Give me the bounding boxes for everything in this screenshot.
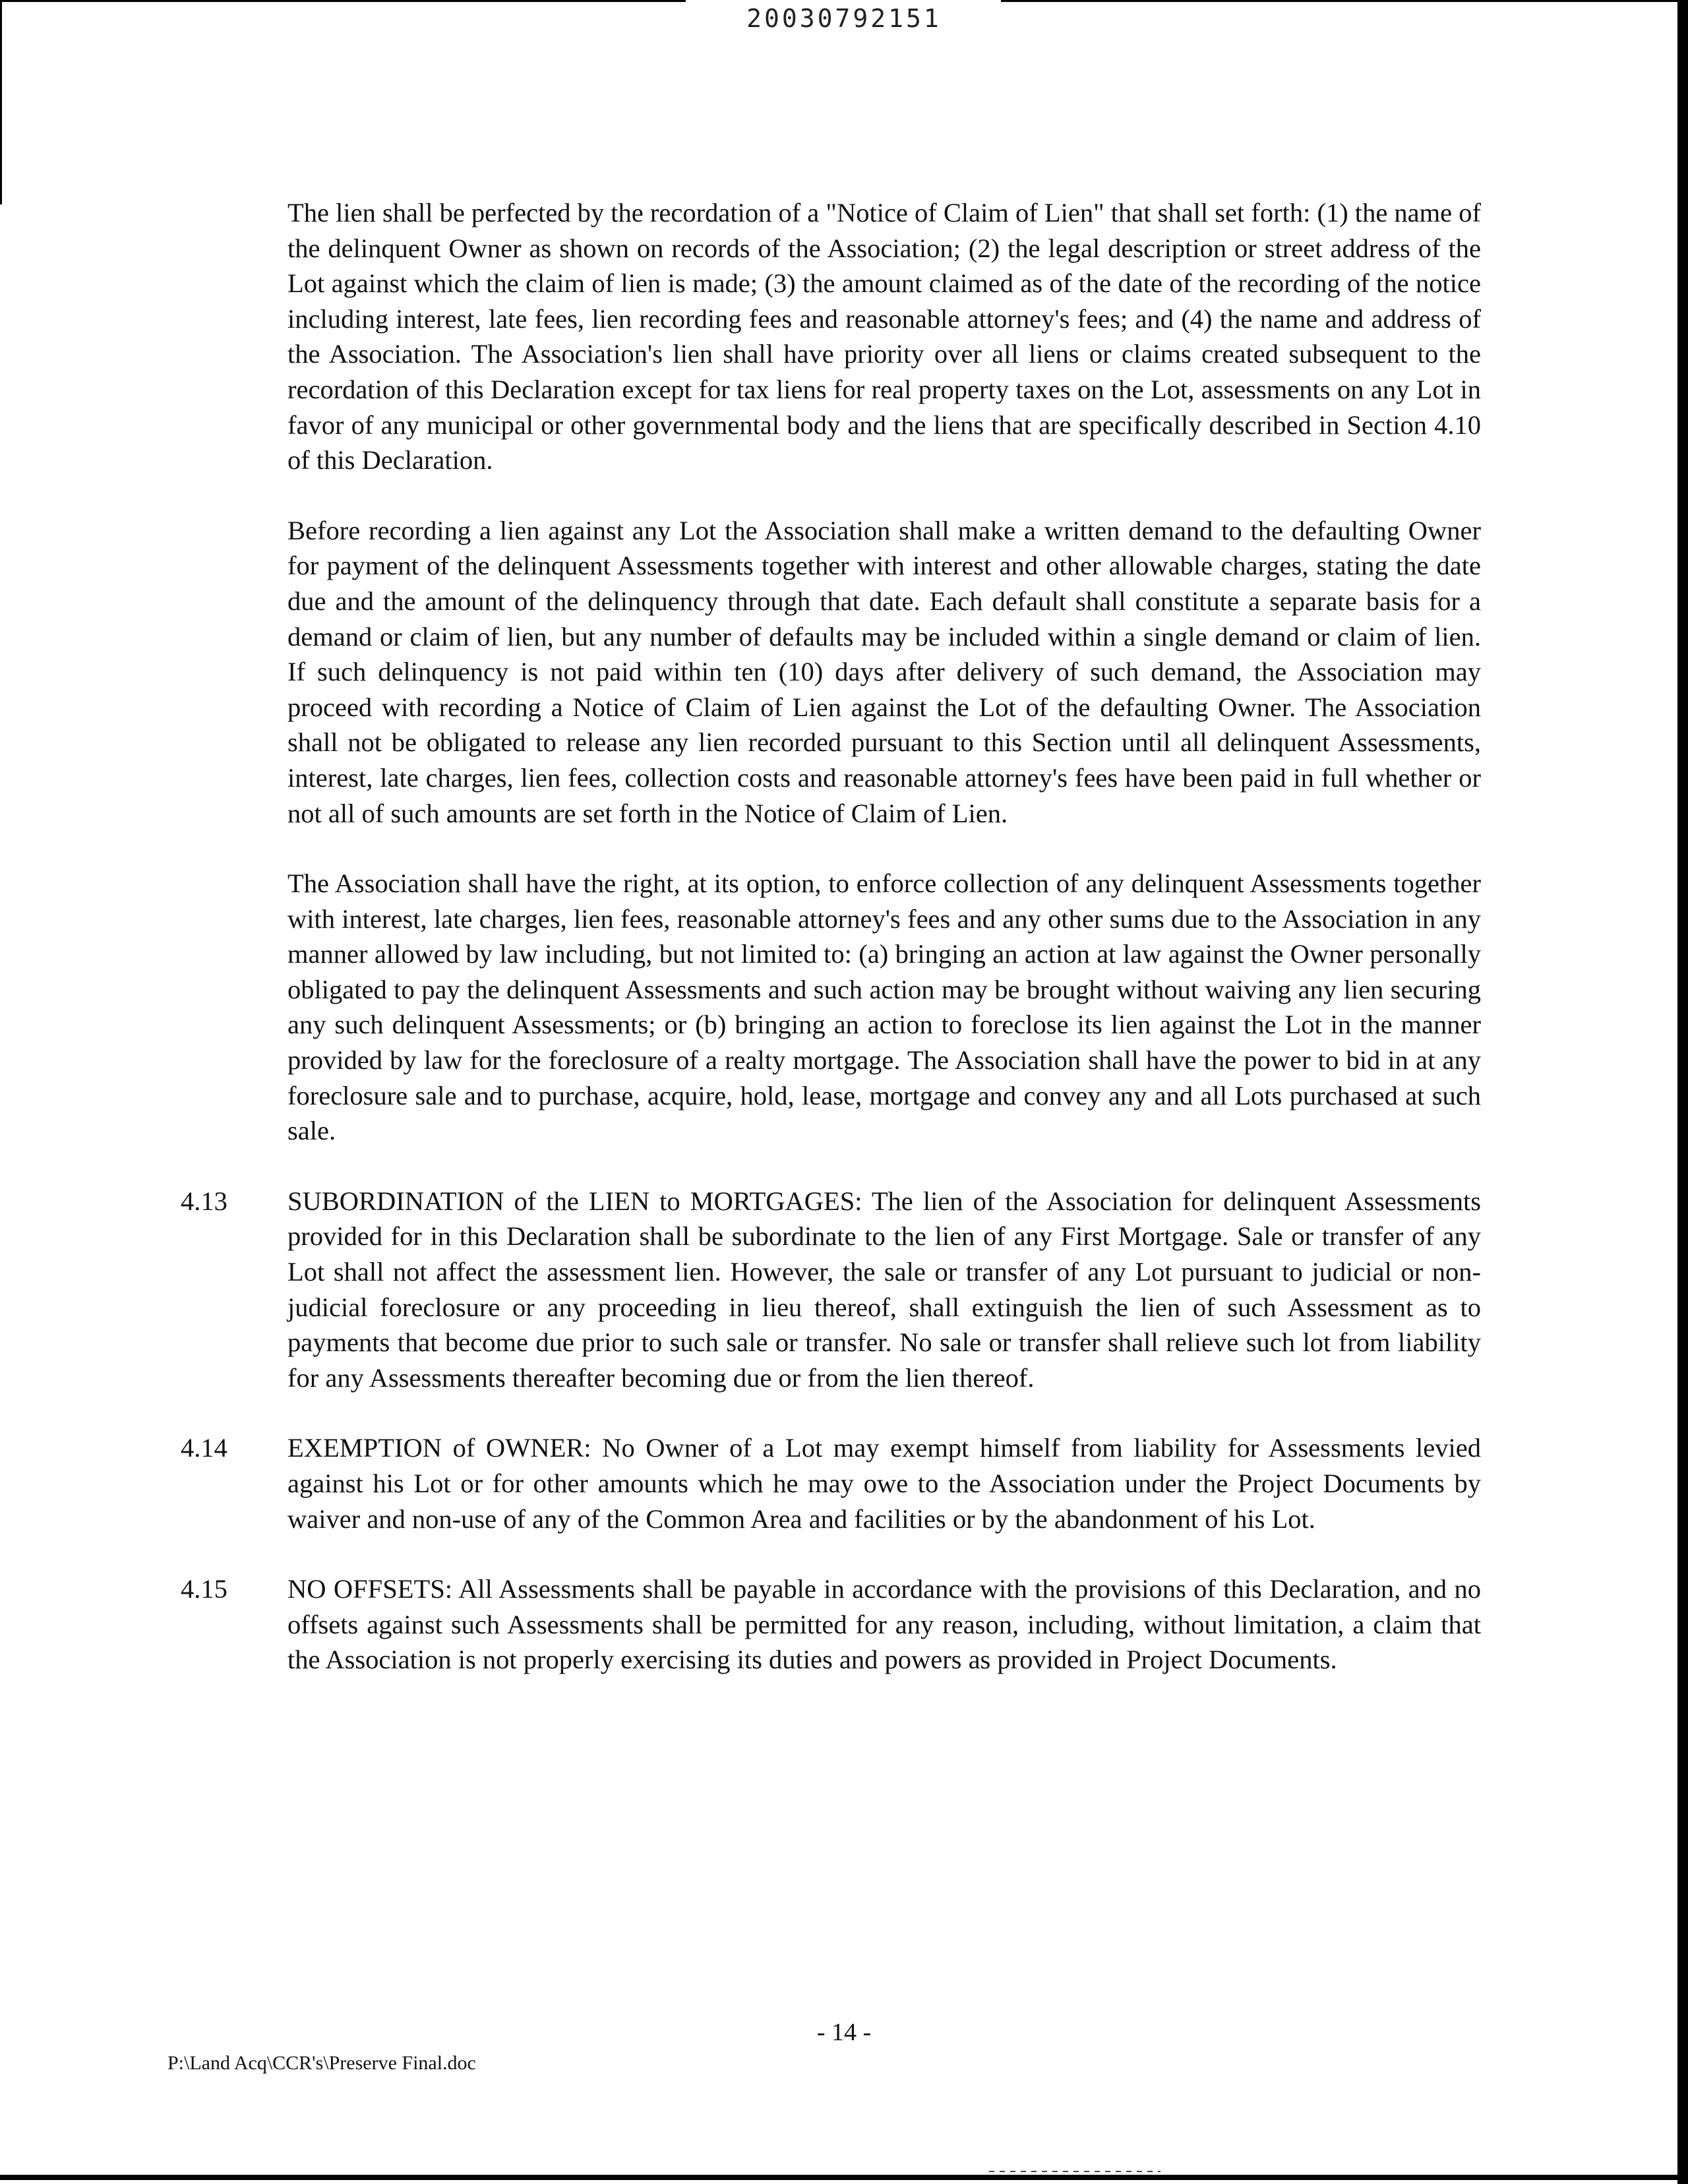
bottom-border [0, 2175, 1677, 2180]
section-text: EXEMPTION of OWNER: No Owner of a Lot may exempt himself from liability for Assessments levied against his Lot or for other amounts which he may owe to the Association under the Project Documents by waiver and non-use of any of the Common Area and facilities or by the abandonment of his Lot. [287, 1433, 1481, 1534]
top-border-left [0, 0, 686, 2]
section-text: NO OFFSETS: All Assessments shall be payable in accordance with the provisions of this Declaration, and no offsets against such Assessments shall be permitted for any reason, including, without limitation, a claim that the Association is not properly exercising its duties and powers as provided in Project Documents. [287, 1574, 1481, 1675]
document-number: 20030792151 [746, 4, 942, 33]
paragraph-lien-perfection: The lien shall be perfected by the recordation of a "Notice of Claim of Lien" that shall set forth: (1) the name of the delinquent Owner as shown on records of the Association; (2) the legal description or street address of the Lot against which the claim of lien is made; (3) the amount claimed as of the date of the recording of the notice including interest, late fees, lien recording fees and reasonable attorney's fees; and (4) the name and address of the Association. The Association's lien shall have priority over all liens or claims created subsequent to the recordation of this Declaration except for tax liens for real property taxes on the Lot, assessments on any Lot in favor of any municipal or other governmental body and the liens that are specifically described in Section 4.10 of this Declaration. [287, 198, 1481, 475]
section-4-15 [181, 1571, 1481, 1678]
right-border [1677, 0, 1688, 2184]
section-number: 4.15 [181, 1574, 227, 1604]
section-number: 4.14 [181, 1433, 227, 1463]
document-body [181, 195, 1481, 1713]
file-path: P:\Land Acq\CCR's\Preserve Final.doc [167, 2052, 476, 2074]
section-4-14 [181, 1430, 1481, 1536]
top-border-right [1001, 0, 1688, 2]
bottom-border-fade [989, 2171, 1160, 2172]
section-text: SUBORDINATION of the LIEN to MORTGAGES: The lien of the Association for delinquent Assessments provided for in this Declaration shall be subordinate to the lien of any First Mortgage. Sale or transfer of any Lot shall not affect the assessment lien. However, the sale or transfer of any Lot pursuant to judicial or non-judicial foreclosure or any proceeding in lieu thereof, shall extinguish the lien of such Assessment as to payments that become due prior to such sale or transfer. No sale or transfer shall relieve such lot from liability for any Assessments thereafter becoming due or from the lien thereof. [287, 1186, 1481, 1393]
section-4-13 [181, 1184, 1481, 1396]
paragraph-enforce-collection: The Association shall have the right, at its option, to enforce collection of any delinquent Assessments together with interest, late charges, lien fees, reasonable attorney's fees and any other sums due to the Association in any manner allowed by law including, but not limited to: (a) bringing an action at law against the Owner personally obligated to pay the delinquent Assessments and such action may be brought without waiving any lien securing any such delinquent Assessments; or (b) bringing an action to foreclose its lien against the Lot in the manner provided by law for the foreclosure of a realty mortgage. The Association shall have the power to bid in at any foreclosure sale and to purchase, acquire, hold, lease, mortgage and convey any and all Lots purchased at such sale. [287, 868, 1481, 1146]
section-number: 4.13 [181, 1186, 227, 1216]
paragraph-demand-before-recording: Before recording a lien against any Lot the Association shall make a written demand to the defaulting Owner for payment of the delinquent Assessments together with interest and other allowable charges, stating the date due and the amount of the delinquency through that date. Each default shall constitute a separate basis for a demand or claim of lien, but any number of defaults may be included within a single demand or claim of lien. If such delinquency is not paid within ten (10) days after delivery of such demand, the Association may proceed with recording a Notice of Claim of Lien against the Lot of the defaulting Owner. The Association shall not be obligated to release any lien recorded pursuant to this Section until all delinquent Assessments, interest, late charges, lien fees, collection costs and reasonable attorney's fees have been paid in full whether or not all of such amounts are set forth in the Notice of Claim of Lien. [287, 515, 1481, 828]
page-number: - 14 - [816, 2018, 872, 2046]
